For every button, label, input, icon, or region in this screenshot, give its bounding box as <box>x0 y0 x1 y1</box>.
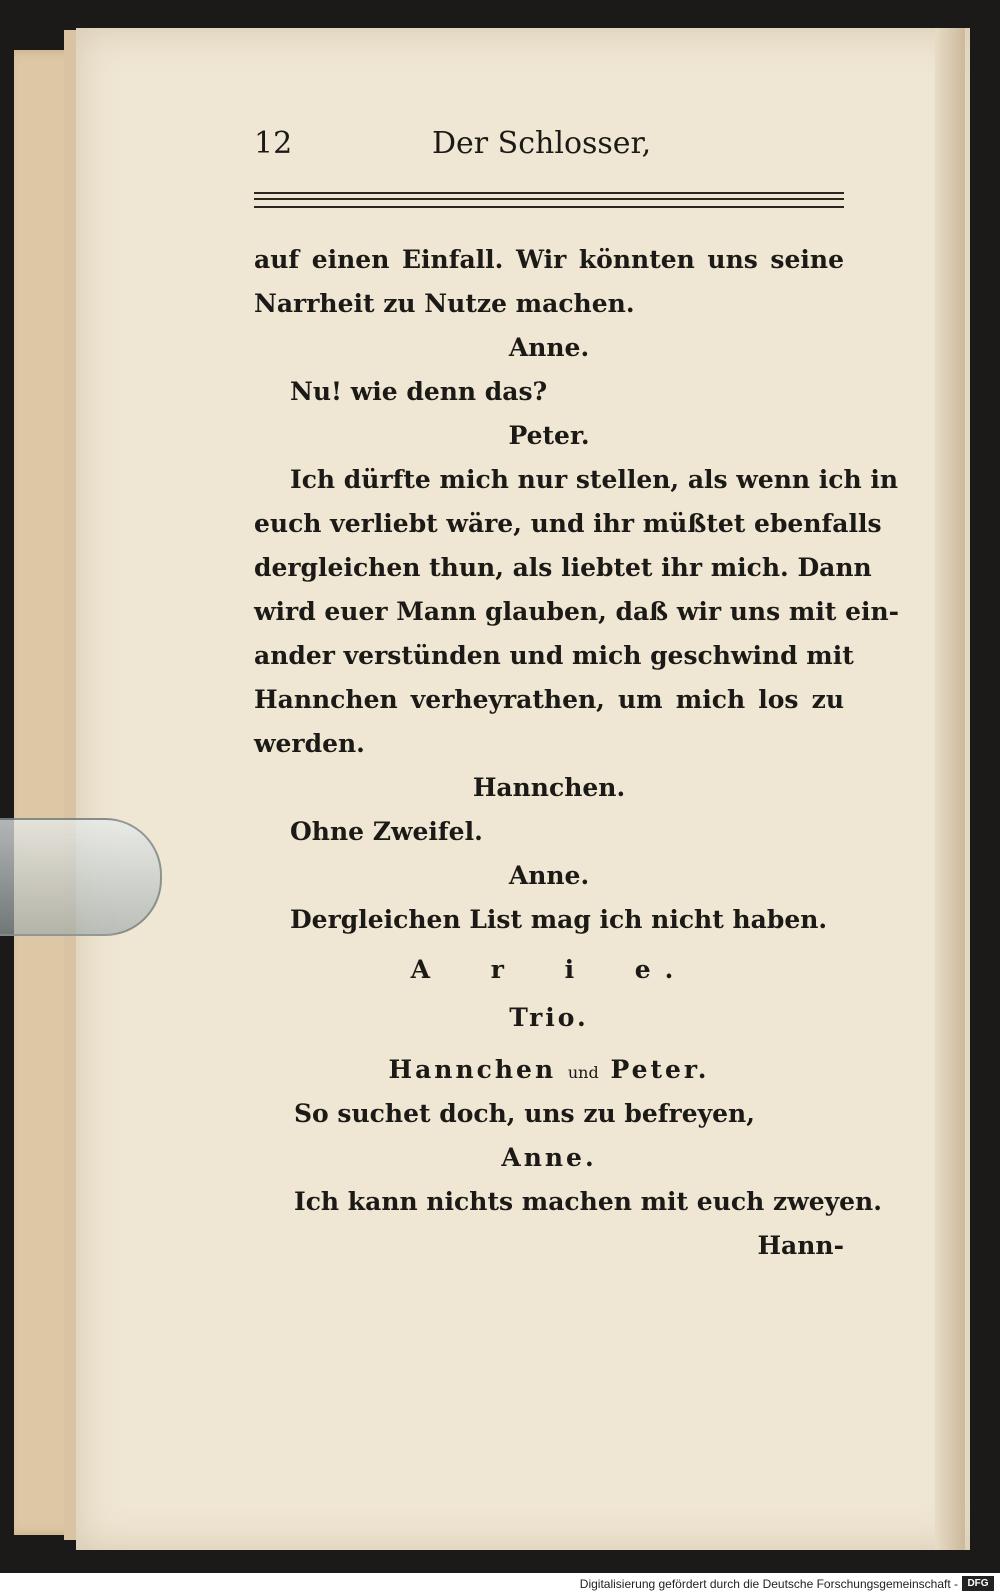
page-content <box>254 118 900 1268</box>
dialogue-line: Nu! wie denn das? <box>290 377 548 406</box>
verse-line: Ich kann nichts machen mit euch zweyen. <box>294 1187 882 1216</box>
speaker-name: Anne. <box>508 861 590 890</box>
footer-credit: Digitalisierung gefördert durch die Deutsche Forschungsgemeinschaft - <box>579 1577 958 1591</box>
running-head <box>254 118 844 180</box>
dialogue-line: dergleichen thun, als liebtet ihr mich. Dann <box>254 553 872 582</box>
speaker-name: Anne. <box>508 333 590 362</box>
ornamental-rule <box>254 192 844 208</box>
conjunction: und <box>567 1063 599 1082</box>
section-heading-arie: A r i e. <box>410 955 688 984</box>
speaker-name: Hannchen. <box>472 773 626 802</box>
dialogue-line: Ich dürfte mich nur stellen, als wenn ich in <box>290 465 899 494</box>
dialogue-line: werden. <box>254 729 365 758</box>
dialogue-line: Hannchen verheyrathen, um mich los zu <box>254 685 844 714</box>
dialogue-line: Dergleichen List mag ich nicht haben. <box>290 905 828 934</box>
dialogue-line: euch verliebt wäre, und ihr müßtet ebenfalls <box>254 509 882 538</box>
section-heading-trio: Trio. <box>509 1003 589 1032</box>
text-line: Narrheit zu Nutze machen. <box>254 289 635 318</box>
dfg-logo: DFG <box>962 1576 994 1591</box>
speaker-name: Peter. <box>610 1055 710 1084</box>
text-line: auf einen Einfall. Wir könnten uns seine <box>254 245 844 274</box>
running-title: Der Schlosser, <box>432 126 652 161</box>
page-clip <box>0 818 162 936</box>
speaker-heading-duet <box>254 1048 844 1092</box>
page-gutter <box>935 28 965 1550</box>
dialogue-line: wird euer Mann glauben, daß wir uns mit ein- <box>254 597 900 626</box>
speaker-name: Anne. <box>501 1143 597 1172</box>
speaker-name: Peter. <box>508 421 590 450</box>
footer-bar <box>0 1573 1000 1595</box>
page-number: 12 <box>254 126 293 161</box>
catchword: Hann- <box>757 1231 844 1260</box>
dialogue-line: Ohne Zweifel. <box>290 817 483 846</box>
dialogue-line: ander verstünden und mich geschwind mit <box>254 641 854 670</box>
speaker-name: Hannchen <box>388 1055 557 1084</box>
verse-line: So suchet doch, uns zu befreyen, <box>294 1099 755 1128</box>
